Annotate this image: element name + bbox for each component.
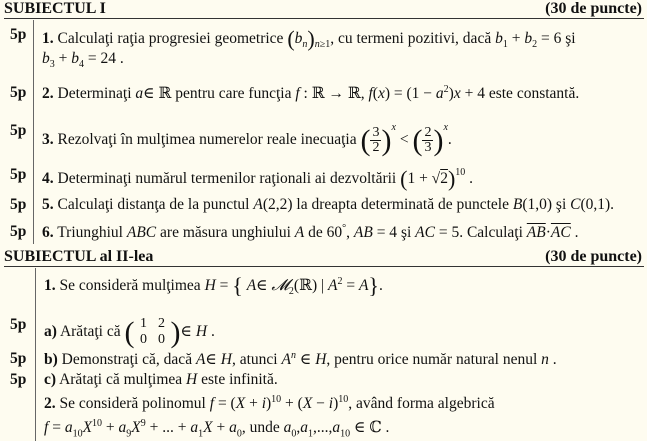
points-label: 5p — [10, 26, 27, 43]
points-label: 5p — [10, 196, 27, 213]
section-2-points: (30 de puncte) — [545, 248, 642, 265]
column-divider — [35, 268, 36, 441]
points-label: 5p — [10, 371, 27, 388]
section-1-title: SUBIECTUL I — [4, 0, 106, 17]
points-label: 5p — [10, 350, 27, 367]
points-label: 5p — [10, 316, 27, 333]
points-label: 5p — [10, 166, 27, 183]
points-label: 5p — [10, 122, 27, 139]
points-label: 5p — [10, 223, 27, 240]
column-divider — [33, 20, 34, 244]
section-2-title: SUBIECTUL al II-lea — [4, 248, 154, 265]
section-2-header — [4, 248, 644, 267]
section-1-points: (30 de puncte) — [545, 0, 642, 17]
section-1-header — [4, 0, 644, 19]
points-label: 5p — [10, 84, 27, 101]
